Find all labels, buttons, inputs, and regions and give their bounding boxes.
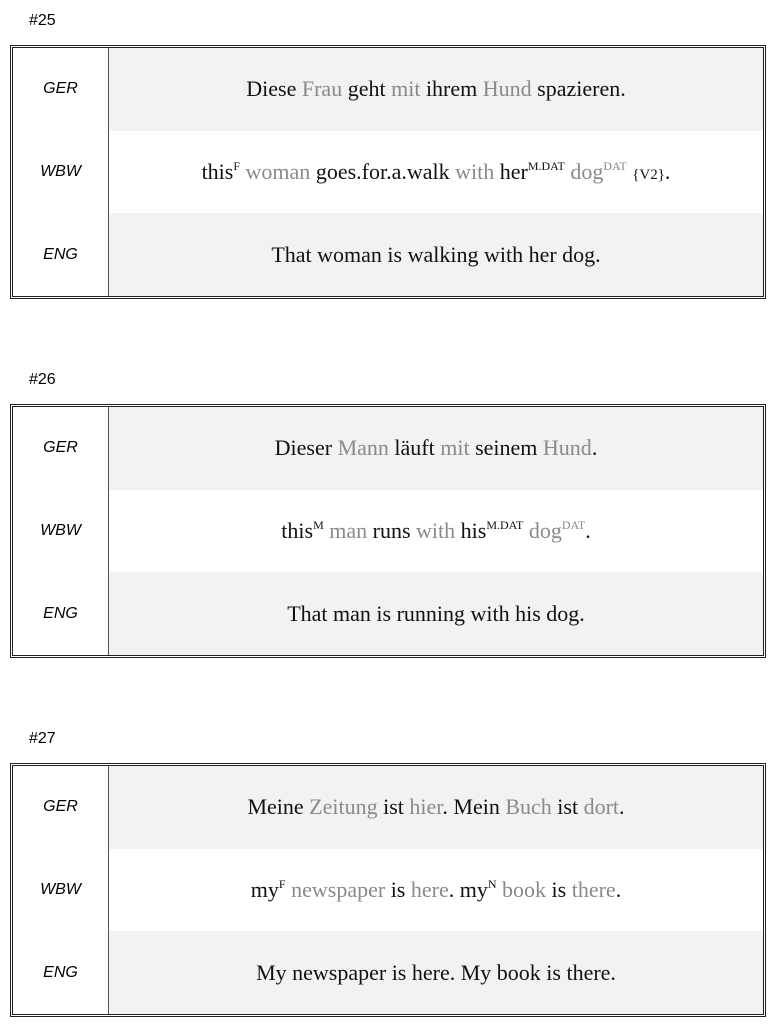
word: mit — [440, 435, 470, 461]
row-ger — [13, 48, 763, 131]
word: here — [410, 877, 449, 902]
word: . — [591, 435, 598, 461]
word: Meine — [247, 794, 310, 820]
word: Frau — [301, 76, 343, 102]
word: hier — [409, 794, 443, 820]
row-label-ger: GER — [13, 48, 109, 131]
word: newspaper — [291, 877, 386, 902]
word: ihrem — [420, 76, 483, 102]
word: with — [416, 518, 456, 543]
word: woman — [245, 159, 311, 184]
word: . — [585, 518, 591, 543]
row-wbw — [13, 490, 763, 573]
word: is — [385, 877, 411, 902]
english-translation: That woman is walking with her dog. — [109, 213, 763, 296]
german-sentence — [109, 48, 763, 131]
word: Dieser — [274, 435, 338, 461]
row-label-wbw: WBW — [13, 849, 109, 932]
word: Mann — [337, 435, 389, 461]
row-ger — [13, 766, 763, 849]
gloss-tag: DAT — [561, 517, 586, 532]
word: his — [455, 518, 487, 543]
word: this — [281, 518, 314, 543]
word: Zeitung — [309, 794, 378, 820]
row-label-wbw: WBW — [13, 490, 109, 573]
word-by-word-gloss — [109, 131, 763, 214]
word: . — [615, 877, 622, 902]
word: spazieren. — [531, 76, 626, 102]
gloss-table — [10, 763, 766, 1017]
word: ist — [377, 794, 410, 820]
word: Diese — [246, 76, 297, 102]
word: Hund — [482, 76, 532, 102]
word: . Mein — [442, 794, 506, 820]
word: with — [455, 159, 495, 184]
word: my — [250, 877, 279, 902]
word: dog — [570, 159, 604, 184]
row-wbw — [13, 131, 763, 214]
row-label-eng: ENG — [13, 572, 109, 655]
word: her — [494, 159, 528, 184]
row-label-ger: GER — [13, 766, 109, 849]
gloss-tag: F — [233, 158, 241, 173]
row-eng — [13, 572, 763, 655]
row-label-ger: GER — [13, 407, 109, 490]
word-by-word-gloss — [109, 849, 763, 932]
row-wbw — [13, 849, 763, 932]
row-ger — [13, 407, 763, 490]
gloss-tag: DAT — [603, 158, 627, 173]
gloss-tag: M.DAT — [486, 517, 524, 532]
row-label-eng: ENG — [13, 931, 109, 1014]
word: . — [619, 794, 625, 820]
word: seinem — [469, 435, 543, 461]
word: dog — [528, 518, 562, 543]
word: ist — [551, 794, 584, 820]
word: . — [664, 159, 671, 184]
row-label-eng: ENG — [13, 213, 109, 296]
word: läuft — [388, 435, 441, 461]
entry-number: #25 — [29, 12, 56, 29]
word: goes.for.a.walk — [310, 159, 456, 184]
gloss-tag: N — [487, 876, 497, 891]
gloss-table — [10, 45, 766, 299]
row-eng — [13, 213, 763, 296]
row-label-wbw: WBW — [13, 131, 109, 214]
word: . my — [448, 877, 488, 902]
word: runs — [367, 518, 417, 543]
gloss-tag: M — [313, 517, 324, 532]
word: book — [502, 877, 547, 902]
word: is — [546, 877, 572, 902]
word: dort — [583, 794, 620, 820]
word-by-word-gloss — [109, 490, 763, 573]
word: {V2} — [632, 167, 665, 183]
word: man — [329, 518, 368, 543]
word: there — [571, 877, 616, 902]
english-translation: My newspaper is here. My book is there. — [109, 931, 763, 1014]
gloss-tag: M.DAT — [527, 158, 565, 173]
german-sentence — [109, 766, 763, 849]
german-sentence — [109, 407, 763, 490]
gloss-tag: F — [278, 876, 286, 891]
row-eng — [13, 931, 763, 1014]
entry-number: #27 — [29, 730, 56, 747]
entry-number: #26 — [29, 371, 56, 388]
word: mit — [391, 76, 421, 102]
gloss-table — [10, 404, 766, 658]
word: Hund — [542, 435, 592, 461]
word: geht — [342, 76, 392, 102]
word: Buch — [505, 794, 552, 820]
english-translation: That man is running with his dog. — [109, 572, 763, 655]
word: this — [201, 159, 234, 184]
